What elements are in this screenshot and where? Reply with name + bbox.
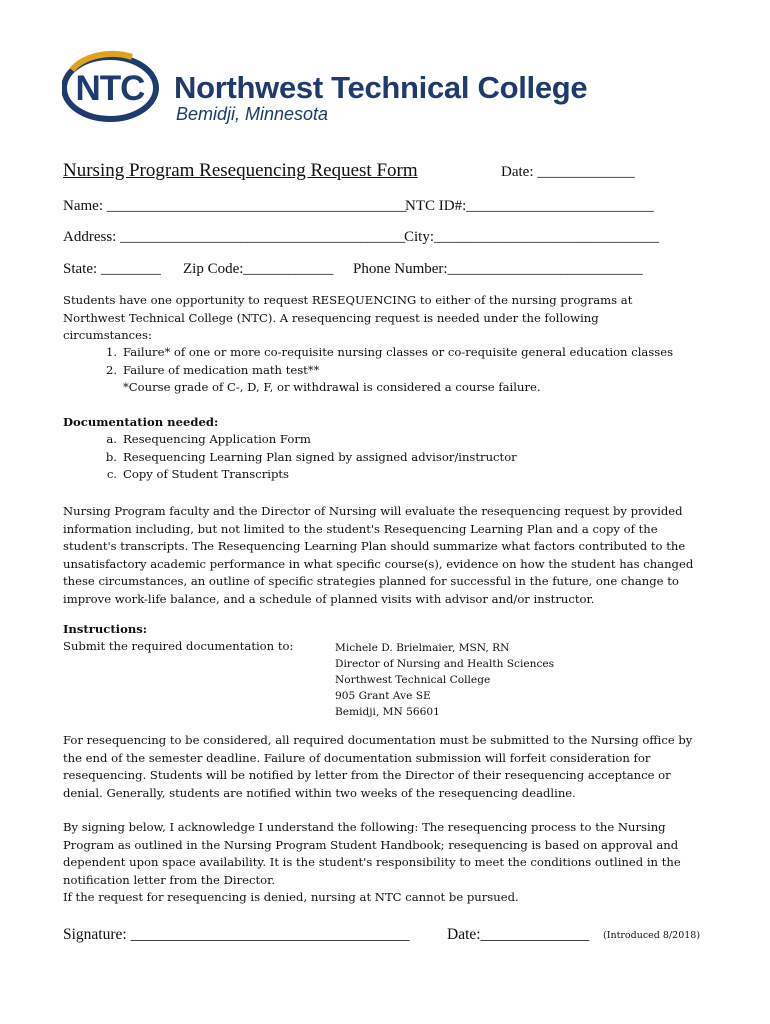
introduced-note: (Introduced 8/2018) bbox=[603, 930, 701, 941]
address-line: Northwest Technical College bbox=[335, 674, 491, 686]
address-line: Bemidji, MN 56601 bbox=[335, 706, 440, 718]
address-line: 905 Grant Ave SE bbox=[335, 690, 431, 702]
submit-label: Submit the required documentation to: bbox=[63, 639, 294, 653]
college-location: Bemidji, Minnesota bbox=[176, 104, 329, 124]
list-item: *Course grade of C-, D, F, or withdrawal is considered a course failure. bbox=[123, 380, 541, 394]
ntc-logo-emblem bbox=[62, 48, 172, 122]
list-item: c. Copy of Student Transcripts bbox=[106, 467, 290, 481]
signature-date-field[interactable]: Date:______________ bbox=[447, 926, 590, 943]
list-item: a. Resequencing Application Form bbox=[106, 432, 311, 446]
address-line: Michele D. Brielmaier, MSN, RN bbox=[335, 642, 510, 654]
address-field[interactable]: Address: ______________________________________ bbox=[63, 229, 406, 245]
list-item: b. Resequencing Learning Plan signed by assigned advisor/instructor bbox=[105, 449, 517, 464]
list-item: 2. Failure of medication math test** bbox=[105, 362, 320, 377]
documentation-heading: Documentation needed: bbox=[63, 415, 219, 429]
instructions-heading: Instructions: bbox=[63, 622, 148, 636]
date-field[interactable]: Date: _____________ bbox=[501, 164, 635, 180]
denied-statement: If the request for resequencing is denied, nursing at NTC cannot be pursued. bbox=[63, 890, 519, 904]
submission-address bbox=[335, 640, 554, 720]
phone-field[interactable]: Phone Number:__________________________ bbox=[353, 261, 643, 277]
consideration-paragraph: For resequencing to be considered, all required documentation must be submitted to the Nursing office by the end of the semester deadline. Failure of documentation submission will forfeit consideration for resequencing. Students will be notified by letter from the Director of their resequencing acceptance or denial. Generally, students are notified within two weeks of the resequencing deadline. bbox=[63, 733, 693, 800]
ntc-id-field[interactable]: NTC ID#:_________________________ bbox=[405, 198, 654, 214]
evaluation-paragraph: Nursing Program faculty and the Director of Nursing will evaluate the resequencing request by provided information including, but not limited to the student's Resequencing Learning Plan and a copy of the student's transcripts. The Resequencing Learning Plan should summarize what factors contributed to the unsatisfactory academic performance in what specific course(s), evidence on how the student has changed these circumstances, an outline of specific strategies planned for successful in the future, one change to improve work-life balance, and a schedule of planned visits with advisor and/or instructor. bbox=[63, 504, 694, 606]
college-name: Northwest Technical College bbox=[174, 70, 588, 105]
circumstances-list bbox=[95, 344, 673, 397]
acknowledgement-paragraph: By signing below, I acknowledge I understand the following: The resequencing process to the Nursing Program as outlined in the Nursing Program Student Handbook; resequencing is based on approval and dependent upon space availability. It is the student's responsibility to meet the conditions outlined in the notification letter from the Director. If the request for resequencing is denied, nursing at NTC cannot be pursued. bbox=[63, 819, 713, 907]
state-field[interactable]: State: ________ bbox=[63, 261, 161, 277]
documentation-list bbox=[95, 431, 517, 484]
list-item: 1. Failure* of one or more co-requisite nursing classes or co-requisite general education classes bbox=[105, 345, 674, 359]
form-title: Nursing Program Resequencing Request Form bbox=[63, 160, 418, 181]
logo-emblem-text: NTC bbox=[75, 69, 145, 108]
intro-paragraph: Students have one opportunity to request RESEQUENCING to either of the nursing programs at Northwest Technical College (NTC). A resequencing request is needed under the following circumstances: bbox=[63, 293, 633, 342]
signature-field[interactable]: Signature: ____________________________________ bbox=[63, 926, 410, 943]
city-field[interactable]: City:______________________________ bbox=[404, 229, 660, 245]
zip-field[interactable]: Zip Code:____________ bbox=[183, 261, 334, 277]
name-field[interactable]: Name: ________________________________________ bbox=[63, 198, 407, 214]
address-line: Director of Nursing and Health Sciences bbox=[335, 658, 555, 670]
